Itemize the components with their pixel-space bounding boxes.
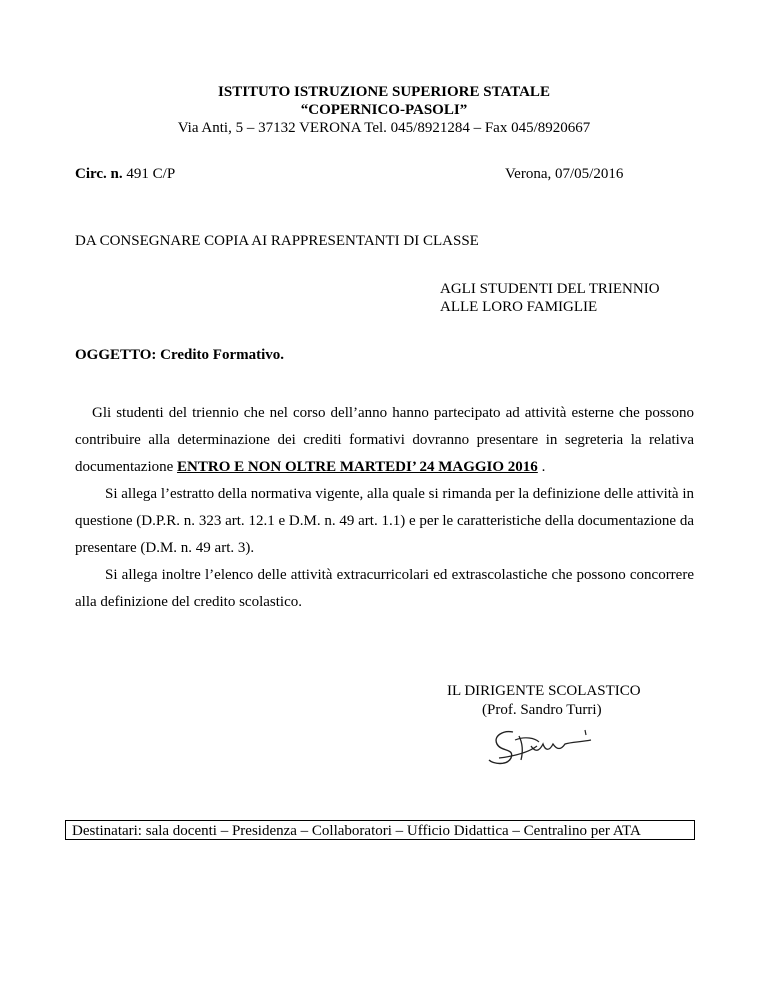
- body-paragraph-3: [75, 562, 694, 616]
- deadline-text: ENTRO E NON OLTRE MARTEDI’ 24 MAGGIO 2016: [177, 459, 538, 475]
- body-paragraph-1: [75, 400, 694, 481]
- signatory-title: IL DIRIGENTE SCOLASTICO: [447, 683, 641, 699]
- school-name: “COPERNICO-PASOLI”: [300, 102, 468, 118]
- body-paragraph-3-text: Si allega inoltre l’elenco delle attività extracurricolari ed extrascolastiche che possono concorrere alla definizione del credito scolastico.: [75, 567, 694, 610]
- distribution-list: Destinatari: sala docenti – Presidenza – Collaboratori – Ufficio Didattica – Centralino per ATA: [65, 820, 695, 840]
- body-paragraph-1-text: Gli studenti del triennio che nel corso dell’anno hanno partecipato ad attività esterne che possono contribuire alla determinazione dei crediti formativi dovranno presentare in segreteria la relativa documentazione: [75, 405, 694, 475]
- school-address: Via Anti, 5 – 37132 VERONA Tel. 045/8921284 – Fax 045/8920667: [177, 120, 591, 136]
- recipient-line-1: AGLI STUDENTI DEL TRIENNIO: [440, 281, 660, 297]
- circular-label: Circ. n.: [75, 166, 123, 182]
- institute-name: ISTITUTO ISTRUZIONE SUPERIORE STATALE: [218, 84, 550, 100]
- recipient-line-2: ALLE LORO FAMIGLIE: [440, 299, 598, 315]
- distribution-notice: DA CONSEGNARE COPIA AI RAPPRESENTANTI DI CLASSE: [75, 233, 479, 249]
- signatory-name: (Prof. Sandro Turri): [482, 702, 602, 718]
- place-date: Verona, 07/05/2016: [505, 166, 624, 182]
- circular-number: [75, 166, 175, 183]
- handwritten-signature: [485, 722, 595, 770]
- body-paragraph-2-text: Si allega l’estratto della normativa vigente, alla quale si rimanda per la definizione delle attività in questione (D.P.R. n. 323 art. 12.1 e D.M. n. 49 art. 1.1) e per le caratteristiche della documentazione da presentare (D.M. n. 49 art. 3).: [75, 486, 694, 556]
- subject-line: OGGETTO: Credito Formativo.: [75, 347, 285, 363]
- body-paragraph-1-end: .: [537, 459, 546, 475]
- circular-number-value: 491 C/P: [126, 166, 176, 182]
- body-paragraph-2: [75, 481, 694, 562]
